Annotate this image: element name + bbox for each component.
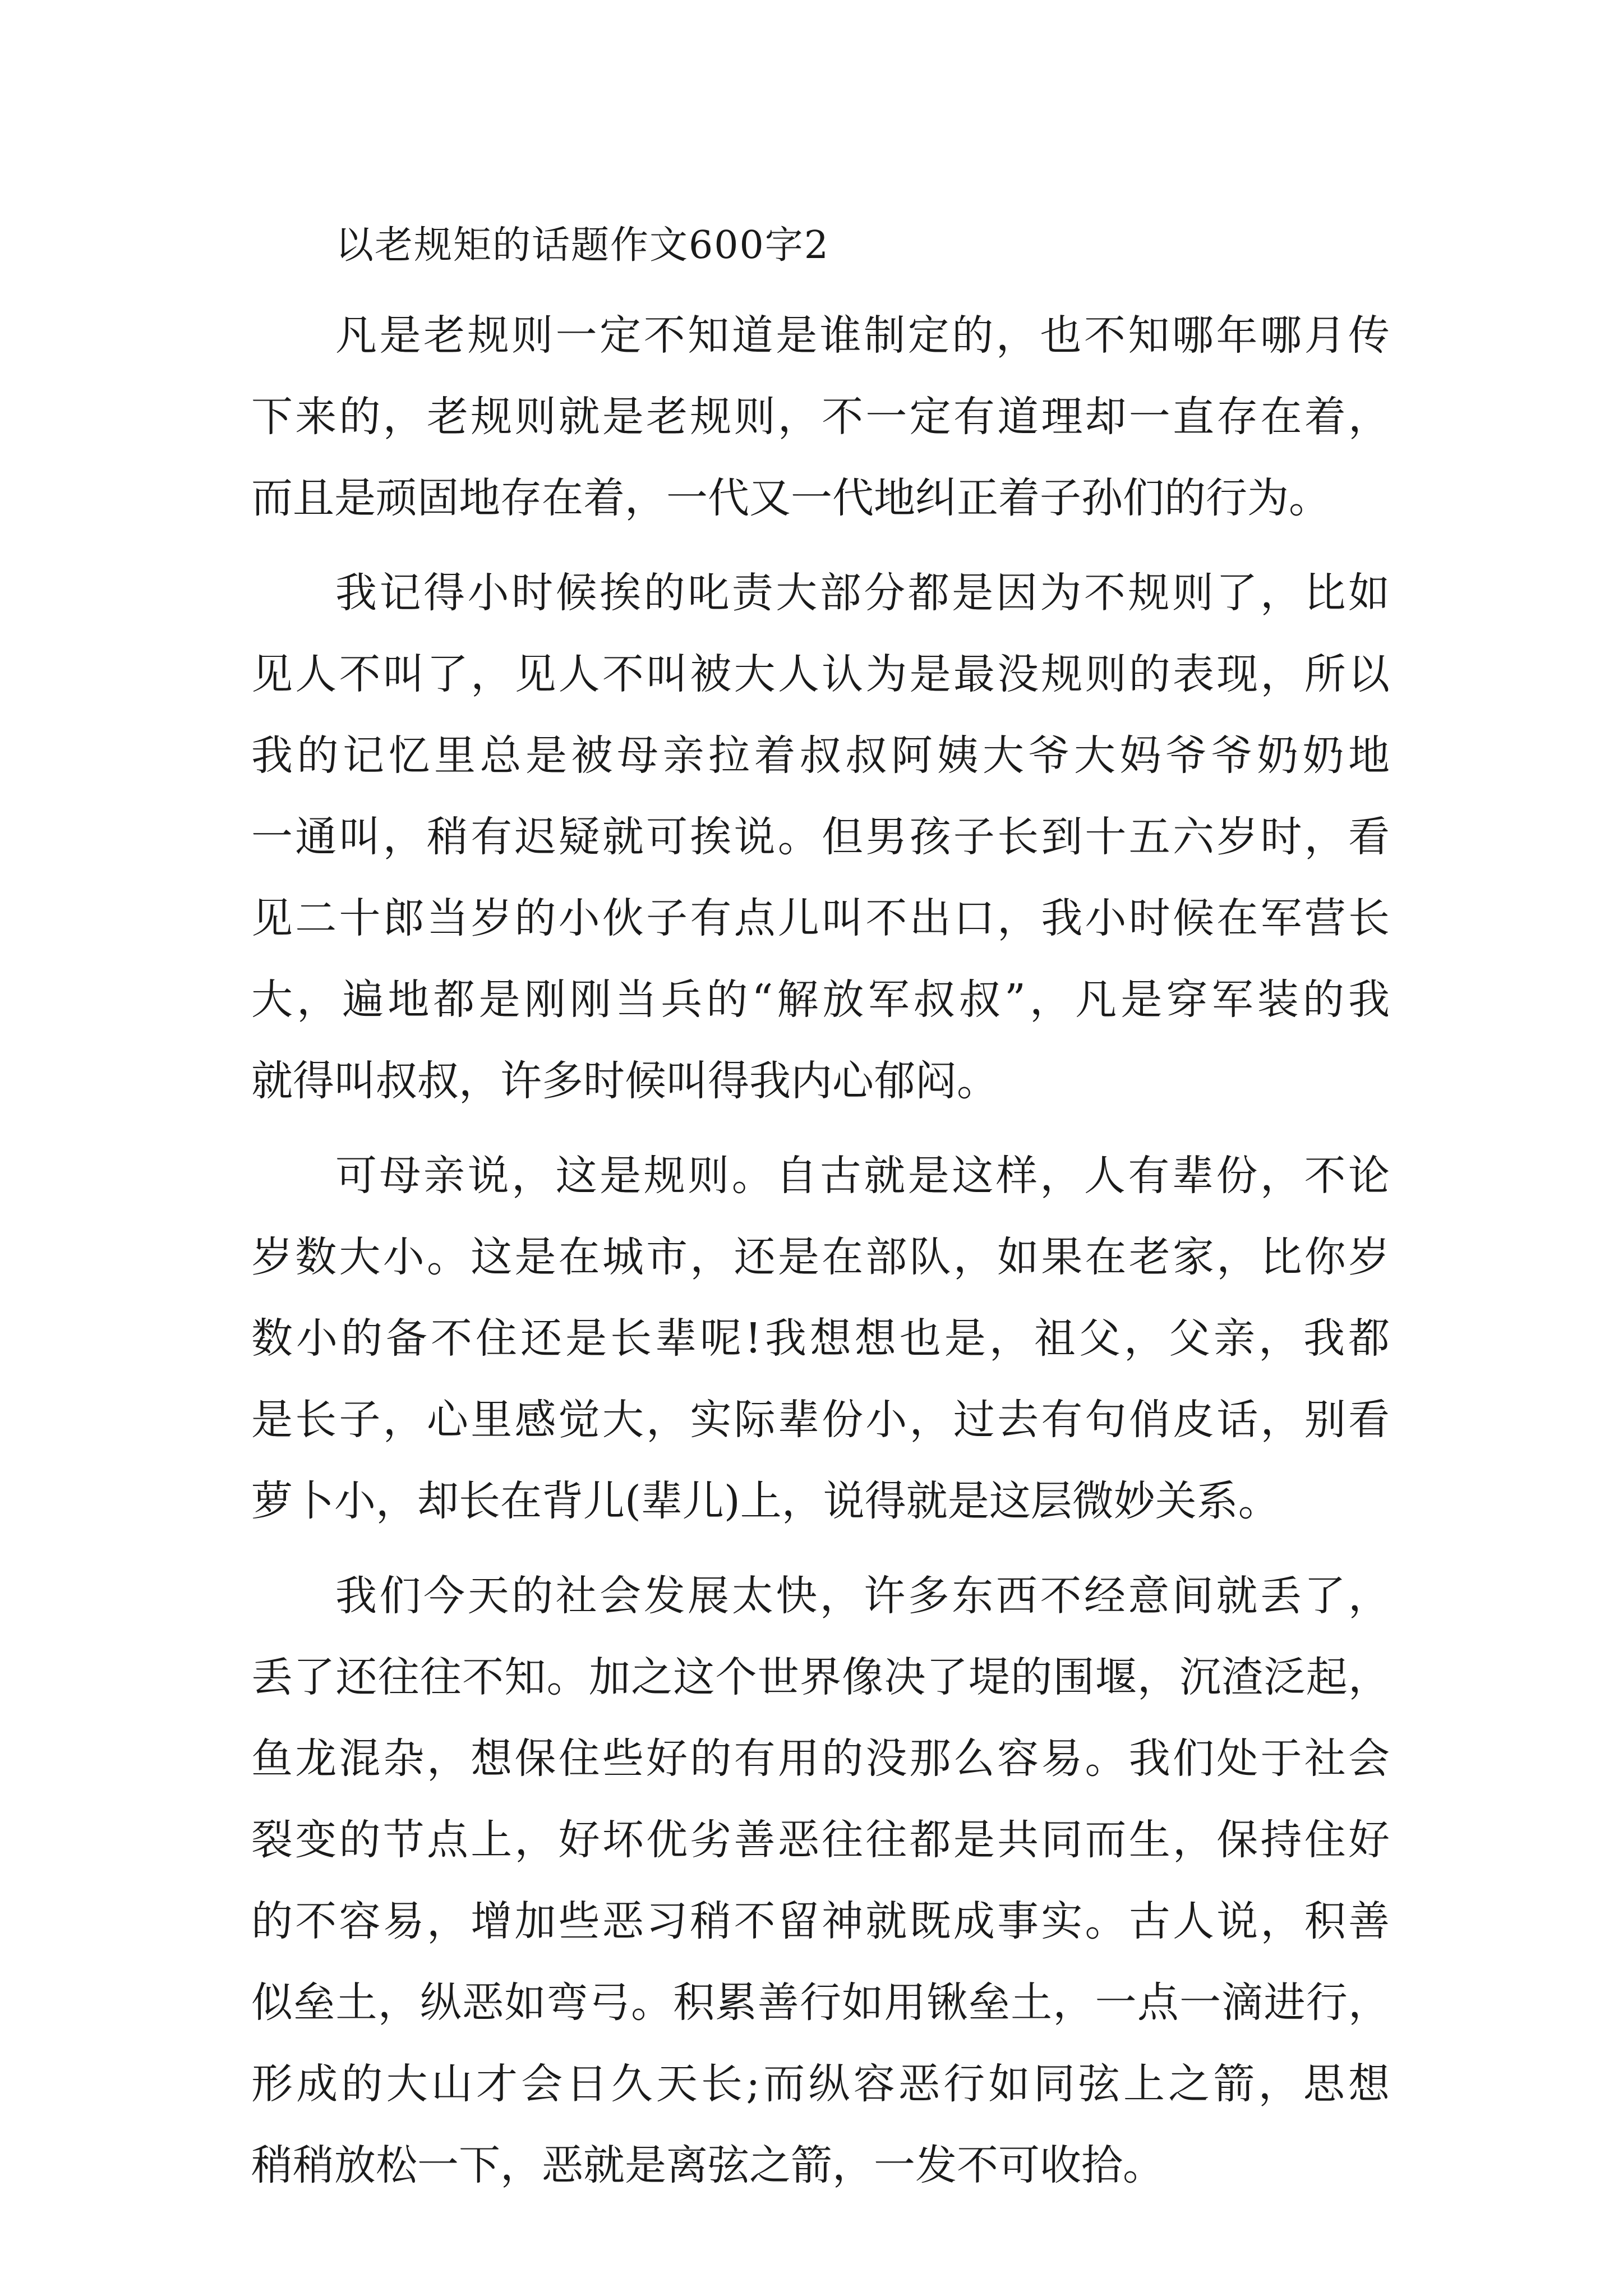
text-line: 形成的大山才会日久天长;而纵容恶行如同弦上之箭，思想: [251, 2060, 1390, 2108]
text-line: 鱼龙混杂，想保住些好的有用的没那么容易。我们处于社会: [251, 1734, 1390, 1783]
text-line: 我的记忆里总是被母亲拉着叔叔阿姨大爷大妈爷爷奶奶地: [251, 731, 1390, 780]
text-line: 下来的，老规则就是老规则，不一定有道理却一直存在着，: [251, 393, 1390, 441]
paragraph: [251, 1135, 1390, 1542]
document-title: 以老规矩的话题作文600字2: [335, 223, 830, 268]
text-line: 凡是老规则一定不知道是谁制定的，也不知哪年哪月传: [335, 311, 1390, 360]
text-line: 的不容易，增加些恶习稍不留神就既成事实。古人说，积善: [251, 1897, 1390, 1945]
text-line: 稍稍放松一下，恶就是离弦之箭，一发不可收拾。: [251, 2141, 1164, 2189]
paragraph: [251, 1556, 1390, 2206]
text-line: 而且是顽固地存在着，一代又一代地纠正着子孙们的行为。: [251, 474, 1330, 522]
text-line: 见二十郎当岁的小伙子有点儿叫不出口，我小时候在军营长: [251, 894, 1390, 942]
text-line: 我记得小时候挨的叱责大部分都是因为不规则了，比如: [335, 569, 1390, 617]
paragraph: [251, 553, 1390, 1122]
text-line: 可母亲说，这是规则。自古就是这样，人有辈份，不论: [335, 1152, 1390, 1200]
paragraph: [251, 295, 1390, 539]
text-line: 就得叫叔叔，许多时候叫得我内心郁闷。: [251, 1057, 998, 1105]
text-line: 是长子，心里感觉大，实际辈份小，过去有句俏皮话，别看: [251, 1396, 1390, 1444]
document-body: [251, 208, 1390, 2206]
text-line: 似垒土，纵恶如弯弓。积累善行如用锹垒土，一点一滴进行，: [251, 1978, 1390, 2027]
text-line: 见人不叫了，见人不叫被大人认为是最没规则的表现，所以: [251, 650, 1390, 698]
text-line: 丢了还往往不知。加之这个世界像决了堤的围堰，沉渣泛起，: [251, 1653, 1390, 1701]
text-line: 大，遍地都是刚刚当兵的“解放军叔叔”，凡是穿军装的我: [251, 976, 1390, 1024]
text-line: 萝卜小，却长在背儿(辈儿)上，说得就是这层微妙关系。: [251, 1477, 1280, 1525]
text-line: 裂变的节点上，好坏优劣善恶往往都是共同而生，保持住好: [251, 1816, 1390, 1864]
text-line: 一通叫，稍有迟疑就可挨说。但男孩子长到十五六岁时，看: [251, 813, 1390, 861]
text-line: 岁数大小。这是在城市，还是在部队，如果在老家，比你岁: [251, 1233, 1390, 1281]
text-line: 我们今天的社会发展太快，许多东西不经意间就丢了，: [335, 1572, 1390, 1620]
text-line: 数小的备不住还是长辈呢!我想想也是，祖父，父亲，我都: [251, 1314, 1390, 1363]
paragraph-container: [251, 295, 1390, 2206]
